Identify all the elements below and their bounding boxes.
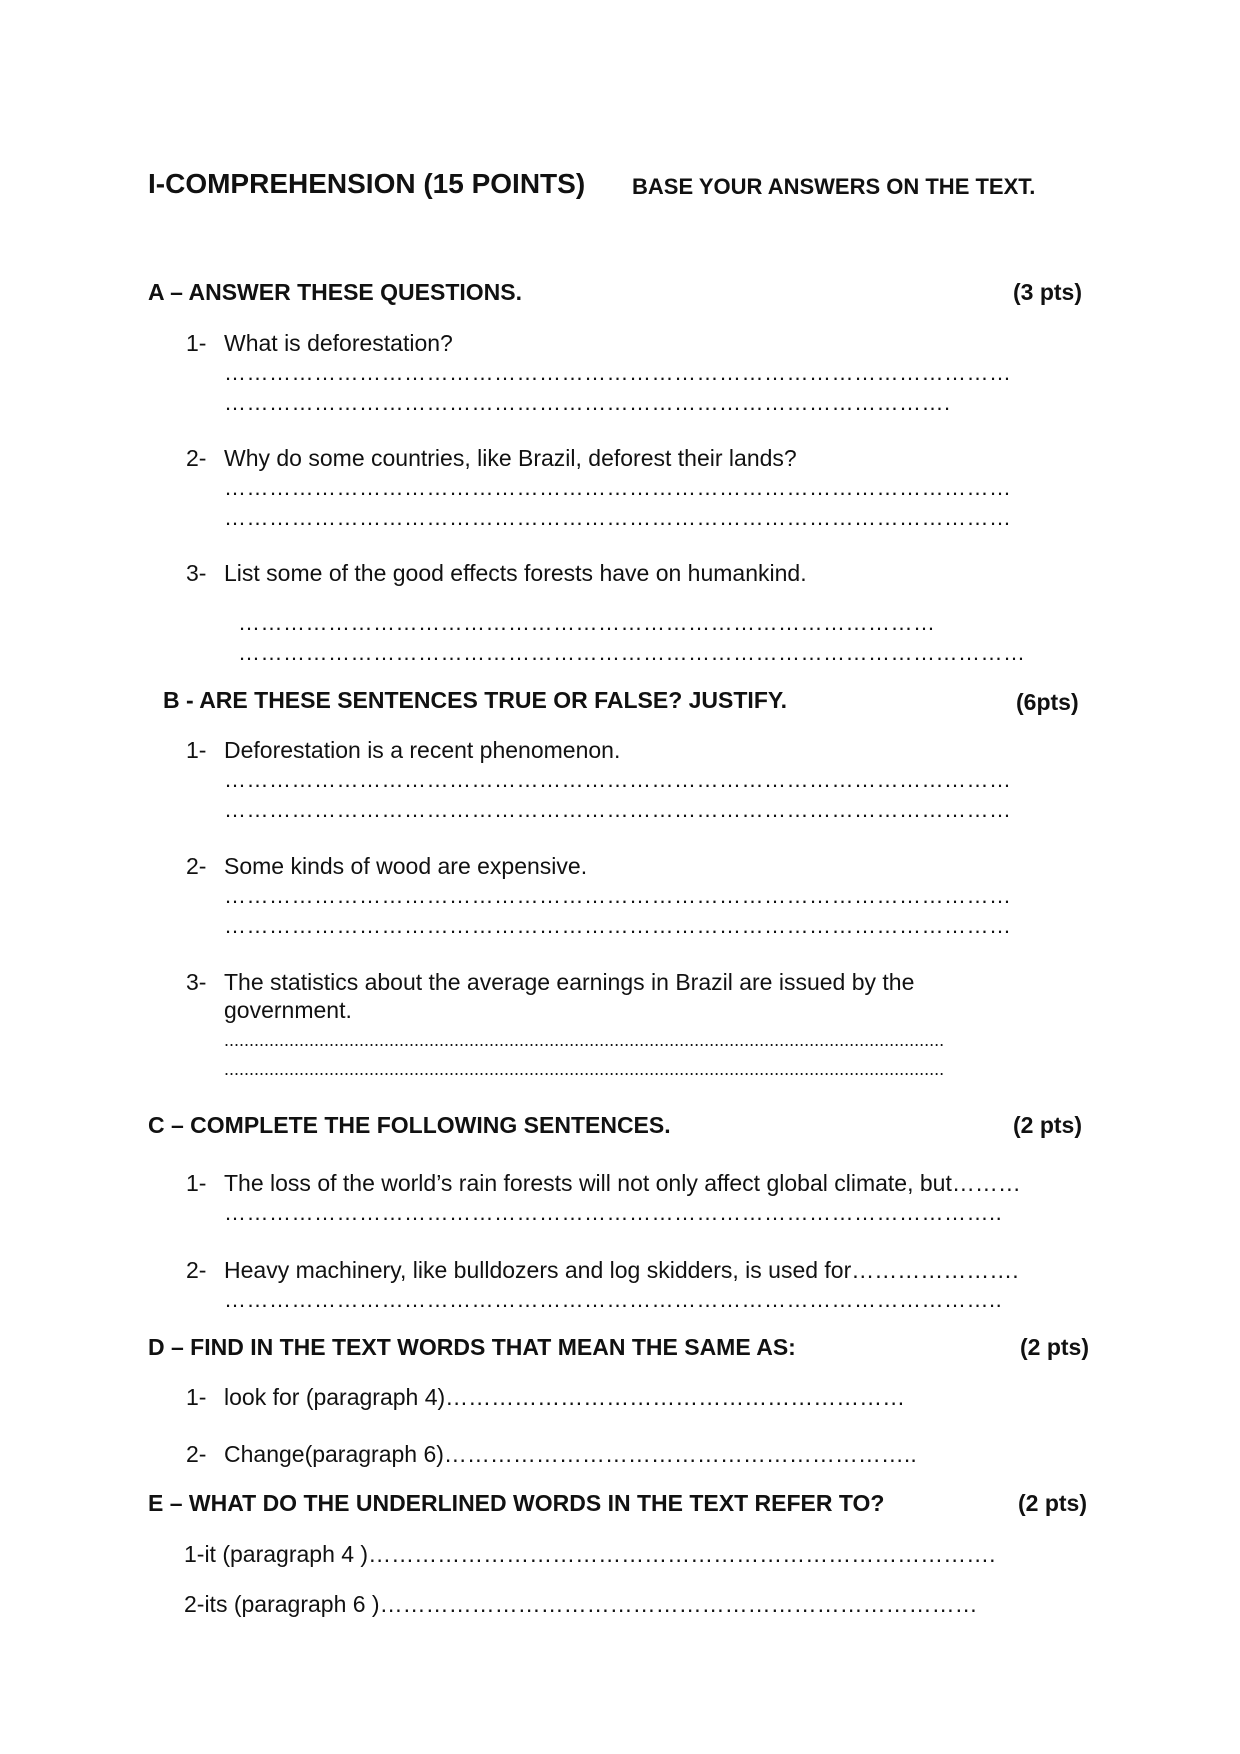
question-text: Some kinds of wood are expensive.	[224, 853, 588, 879]
section-b-heading: B - ARE THESE SENTENCES TRUE OR FALSE? JUSTIFY.	[163, 687, 788, 713]
section-d-points: (2 pts)	[1020, 1334, 1089, 1360]
question-number: 1-	[186, 1170, 207, 1196]
question-text-continued: government.	[224, 997, 352, 1023]
answer-line[interactable]: ……………………………………………………………………………………………	[224, 797, 1012, 822]
question-text: The loss of the world’s rain forests will not only affect global climate, but………	[224, 1170, 1021, 1196]
question-text: Heavy machinery, like bulldozers and log skidders, is used for………………….	[224, 1257, 1019, 1283]
answer-line[interactable]: …………………………………………………………………………………	[238, 610, 936, 635]
answer-line[interactable]: ................................................................................................................................................	[224, 1059, 945, 1079]
question-number: 3-	[186, 969, 207, 995]
section-d-heading: D – FIND IN THE TEXT WORDS THAT MEAN THE SAME AS:	[148, 1334, 796, 1360]
answer-line[interactable]: ……………………………………………………………………………………………	[224, 505, 1012, 530]
section-e-points: (2 pts)	[1018, 1490, 1087, 1516]
question-text: Deforestation is a recent phenomenon.	[224, 737, 621, 763]
answer-line[interactable]: ……………………………………………………………………………………………	[224, 913, 1012, 938]
section-e-question-1: 1-it (paragraph 4 )……………………………………………………………………….	[184, 1541, 996, 1567]
section-c-points: (2 pts)	[1013, 1112, 1082, 1138]
answer-line[interactable]: …………………………………………………………………………………………..	[224, 1200, 1003, 1225]
section-d-question-2	[186, 1441, 917, 1468]
question-text: What is deforestation?	[224, 330, 453, 356]
question-text: look for (paragraph 4)……………………………………………………	[224, 1384, 906, 1410]
section-b-question-3	[186, 969, 914, 996]
answer-line[interactable]: …………………………………………………………………………………………..	[224, 1287, 1003, 1312]
section-e-question-2: 2-its (paragraph 6 )……………………………………………………………………	[184, 1591, 978, 1617]
question-text: List some of the good effects forests have on humankind.	[224, 560, 807, 586]
answer-line[interactable]: ……………………………………………………………………………………………	[224, 475, 1012, 500]
section-c-heading: C – COMPLETE THE FOLLOWING SENTENCES.	[148, 1112, 671, 1138]
section-a-heading: A – ANSWER THESE QUESTIONS.	[148, 279, 523, 305]
section-a-question-2	[186, 445, 797, 472]
section-a-question-1	[186, 330, 453, 357]
page-instruction: BASE YOUR ANSWERS ON THE TEXT.	[632, 174, 1036, 199]
answer-line[interactable]: ……………………………………………………………………………………………	[224, 883, 1012, 908]
question-number: 1-	[186, 1384, 207, 1410]
question-number: 1-	[186, 330, 207, 356]
question-text: The statistics about the average earnings in Brazil are issued by the	[224, 969, 915, 995]
section-c-question-1	[186, 1170, 1021, 1197]
question-number: 3-	[186, 560, 207, 586]
question-number: 2-	[186, 853, 207, 879]
answer-line[interactable]: ……………………………………………………………………………………………	[224, 360, 1012, 385]
question-text: Why do some countries, like Brazil, deforest their lands?	[224, 445, 797, 471]
question-number: 2-	[186, 1441, 207, 1467]
section-d-question-1	[186, 1384, 905, 1411]
section-b-points: (6pts)	[1016, 689, 1079, 715]
section-c-question-2	[186, 1257, 1019, 1284]
page-title: I-COMPREHENSION (15 POINTS)	[148, 168, 586, 199]
section-b-question-1	[186, 737, 620, 764]
question-number: 2-	[186, 445, 207, 471]
question-text: Change(paragraph 6)……………………………………………………..	[224, 1441, 917, 1467]
question-number: 2-	[186, 1257, 207, 1283]
answer-line[interactable]: ................................................................................................................................................	[224, 1030, 945, 1050]
answer-line[interactable]: …………………………………………………………………………………….	[224, 390, 951, 415]
section-e-heading: E – WHAT DO THE UNDERLINED WORDS IN THE TEXT REFER TO?	[148, 1490, 885, 1516]
answer-line[interactable]: ……………………………………………………………………………………………	[238, 640, 1026, 665]
section-a-points: (3 pts)	[1013, 279, 1082, 305]
section-b-question-2	[186, 853, 587, 880]
section-a-question-3	[186, 560, 807, 587]
question-number: 1-	[186, 737, 207, 763]
answer-line[interactable]: ……………………………………………………………………………………………	[224, 767, 1012, 792]
